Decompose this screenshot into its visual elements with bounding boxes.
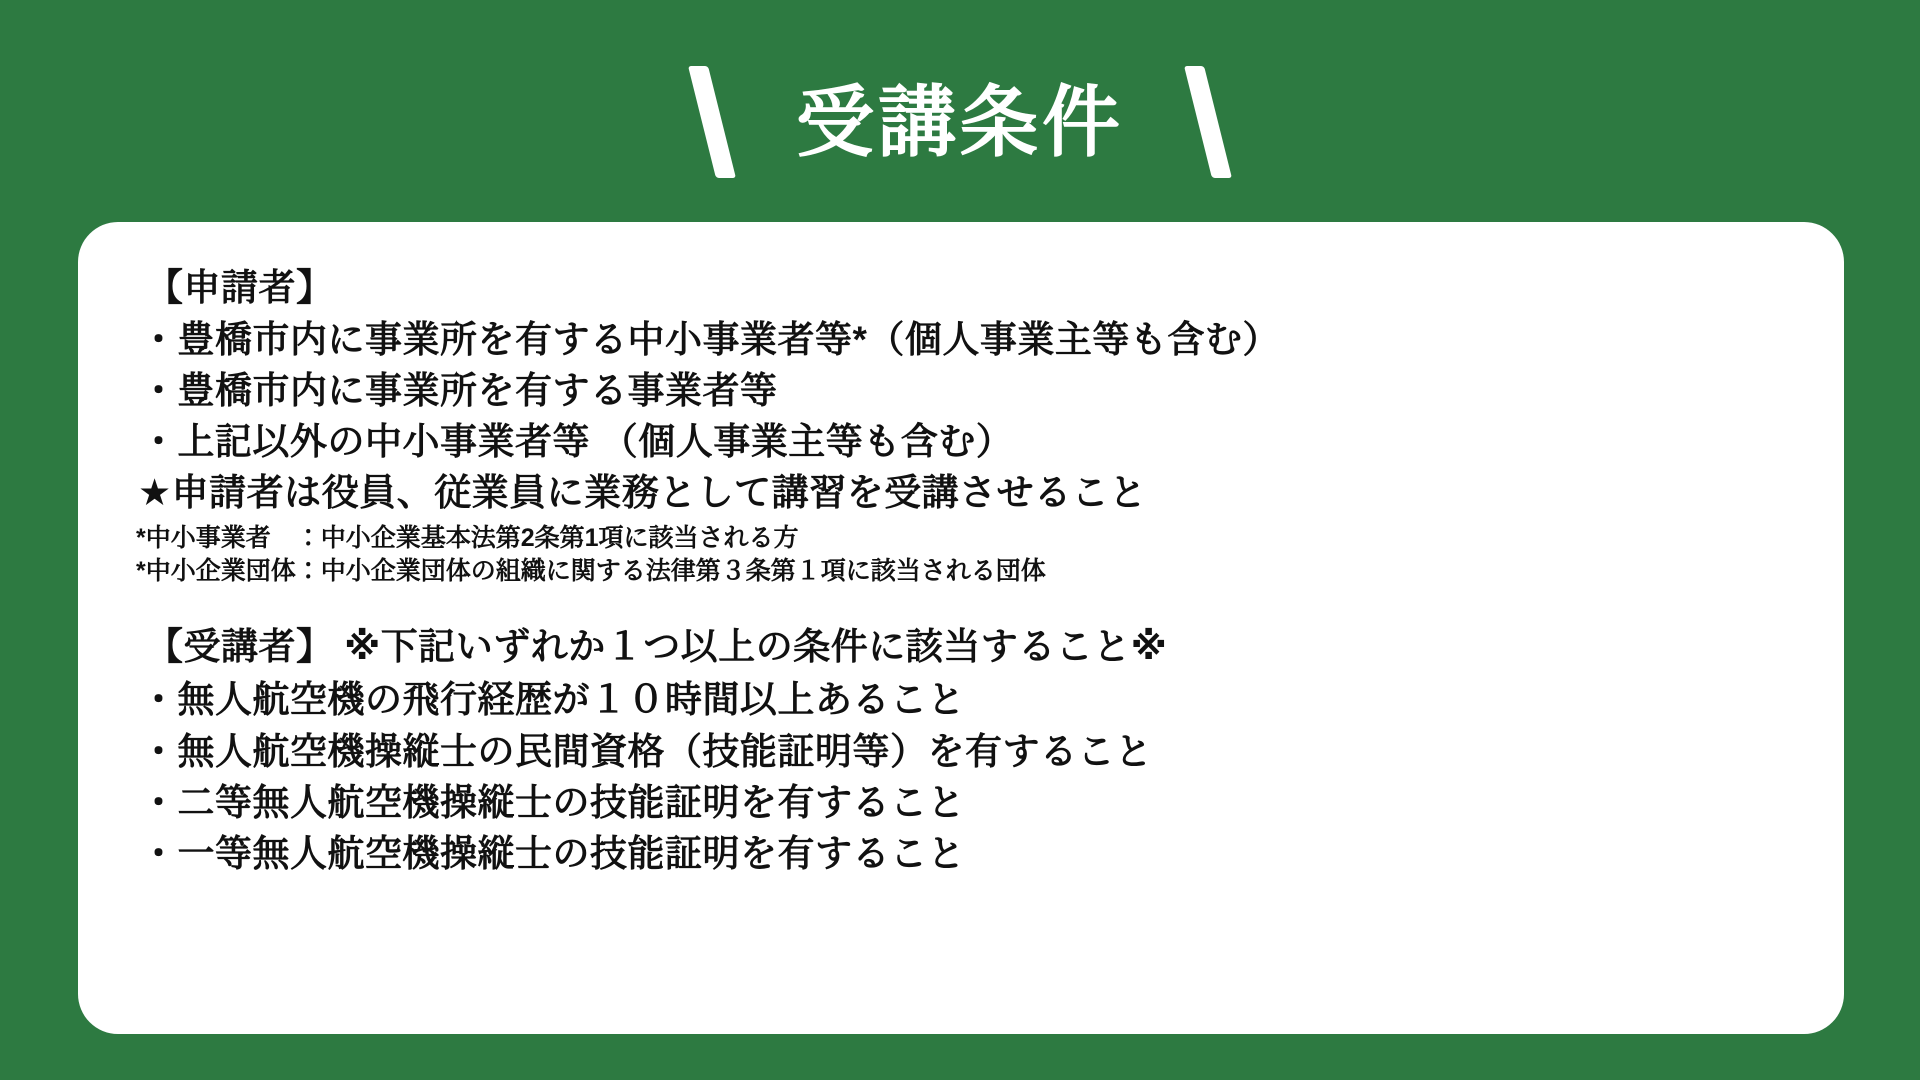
applicant-section (134, 264, 1788, 589)
applicant-star-note: ★申請者は役員、従業員に業務として講習を受講させること (138, 472, 1147, 514)
list-item: ・上記以外の中小事業者等 （個人事業主等も含む） (140, 421, 1014, 463)
footnote: *中小企業団体：中小企業団体の組織に関する法律第３条第１項に該当される団体 (136, 557, 1046, 586)
list-item: ・二等無人航空機操縦士の技能証明を有すること (140, 781, 965, 823)
title-decoration-right-icon (1184, 66, 1232, 178)
page-title: 受講条件 (795, 78, 1124, 166)
list-item: ・無人航空機操縦士の民間資格（技能証明等）を有すること (140, 730, 1153, 772)
participant-heading: 【受講者】 ※下記いずれか１つ以上の条件に該当すること※ (146, 625, 1168, 667)
list-item: ・豊橋市内に事業所を有する事業者等 (140, 370, 778, 412)
content-card (78, 222, 1844, 1034)
list-item: ・一等無人航空機操縦士の技能証明を有すること (140, 833, 965, 875)
section-spacer (134, 589, 1788, 623)
list-item: ・無人航空機の飛行経歴が１０時間以上あること (140, 679, 965, 721)
applicant-heading: 【申請者】 (146, 267, 334, 308)
participant-section (134, 623, 1788, 879)
title-decoration-left-icon (688, 66, 736, 178)
list-item: ・豊橋市内に事業所を有する中小事業者等*（個人事業主等も含む） (140, 318, 1280, 360)
slide-title-row (0, 52, 1920, 192)
footnote: *中小事業者 ：中小企業基本法第2条第1項に該当される方 (136, 523, 799, 552)
